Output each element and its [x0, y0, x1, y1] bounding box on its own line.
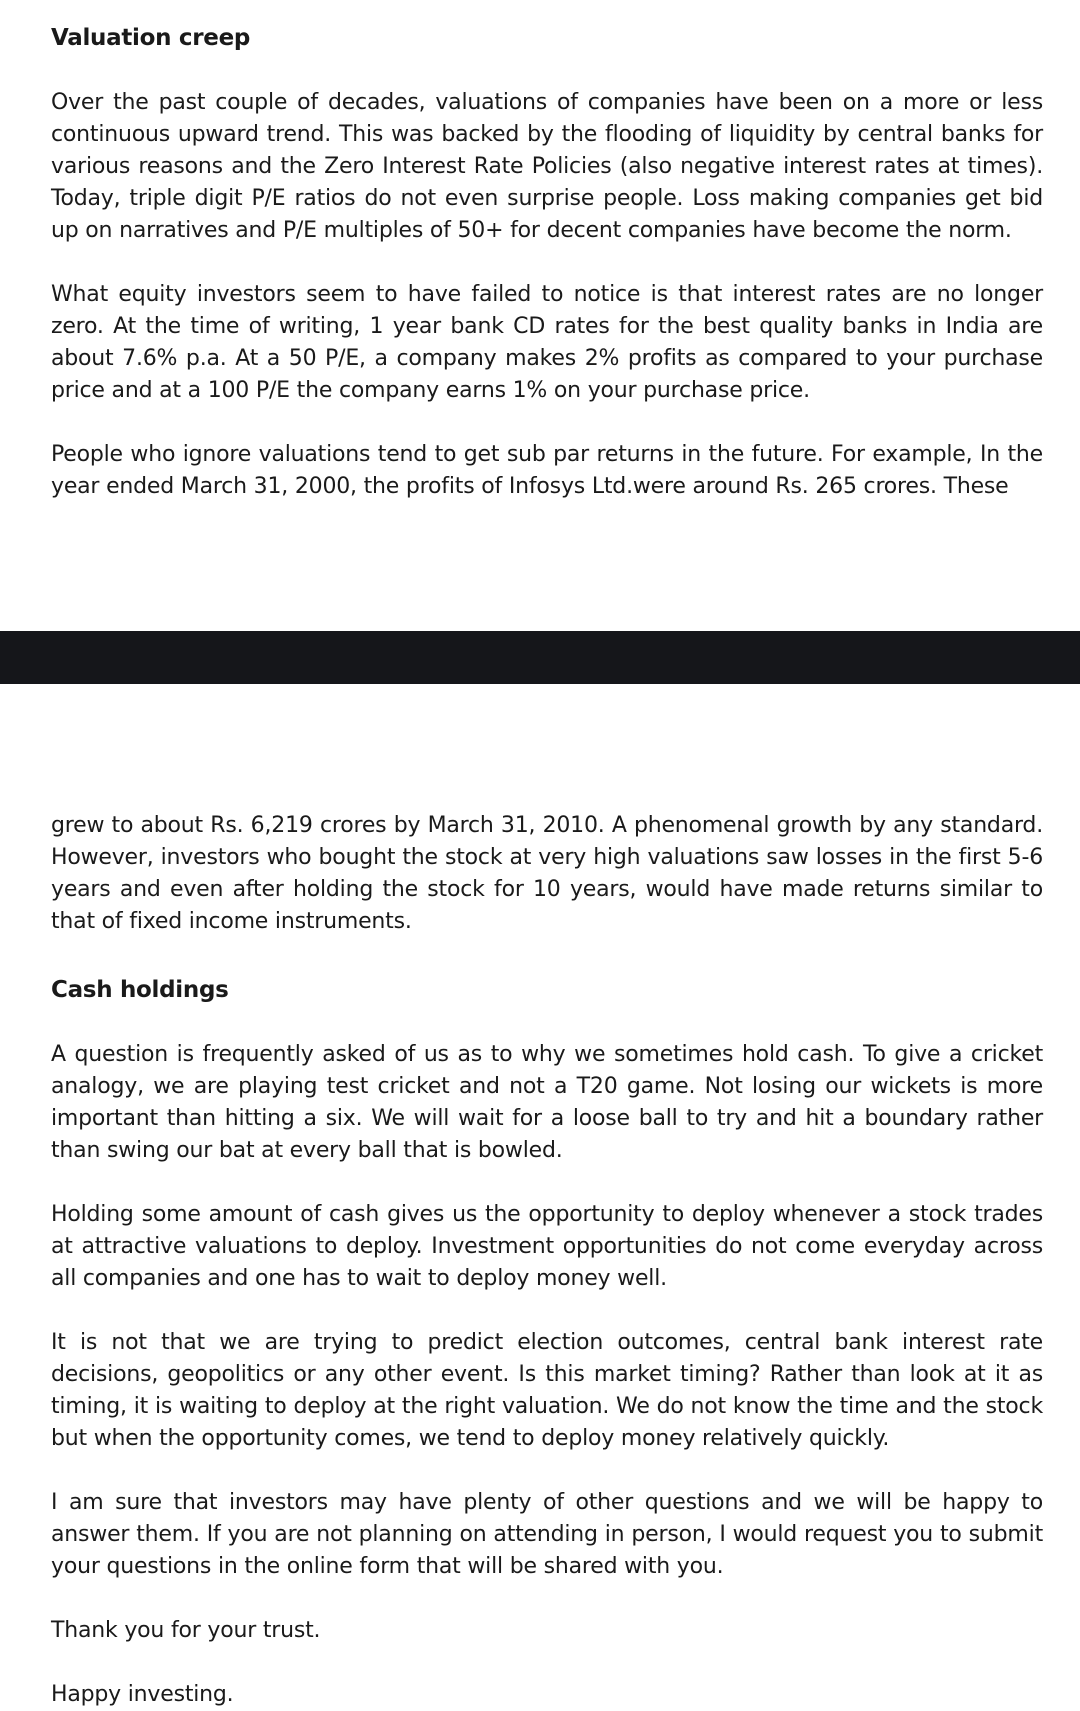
- paragraph: People who ignore valuations tend to get sub par returns in the future. For example, In the year ended March 31, 2000, the profits of Infosys Ltd.were around Rs. 265 crores. These: [51, 442, 1043, 499]
- section-heading-valuation-creep: Valuation creep: [51, 25, 251, 51]
- paragraph: It is not that we are trying to predict election outcomes, central bank interest rate decisions, geopolitics or any other event. Is this market timing? Rather than look at it as timing, it is waiting to deploy at the right valuation. We do not know the time and the stock but when the opportunity comes, we tend to deploy money relatively quickly.: [51, 1330, 1043, 1451]
- page-break-bar: [0, 631, 1080, 684]
- cash-holdings-section: [0, 810, 1080, 1711]
- paragraph-continuation: grew to about Rs. 6,219 crores by March 31, 2010. A phenomenal growth by any standard. However, investors who bought the stock at very high valuations saw losses in the first 5-6 years and even after holding the stock for 10 years, would have made returns similar to that of fixed income instruments.: [51, 813, 1043, 934]
- paragraph: Over the past couple of decades, valuations of companies have been on a more or less continuous upward trend. This was backed by the flooding of liquidity by central banks for various reasons and the Zero Interest Rate Policies (also negative interest rates at times). Today, triple digit P/E ratios do not even surprise people. Loss making companies get bid up on narratives and P/E multiples of 50+ for decent companies have become the norm.: [51, 90, 1043, 243]
- paragraph: I am sure that investors may have plenty of other questions and we will be happy to answer them. If you are not planning on attending in person, I would request you to submit your questions in the online form that will be shared with you.: [51, 1490, 1043, 1579]
- section-heading-cash-holdings: Cash holdings: [51, 977, 229, 1003]
- closing-line: Thank you for your trust.: [51, 1618, 321, 1643]
- paragraph: A question is frequently asked of us as to why we sometimes hold cash. To give a cricket analogy, we are playing test cricket and not a T20 game. Not losing our wickets is more important than hitting a six. We will wait for a loose ball to try and hit a boundary rather than swing our bat at every ball that is bowled.: [51, 1042, 1043, 1163]
- paragraph: Holding some amount of cash gives us the opportunity to deploy whenever a stock trades at attractive valuations to deploy. Investment opportunities do not come everyday across all companies and one has to wait to deploy money well.: [51, 1202, 1043, 1291]
- paragraph: What equity investors seem to have failed to notice is that interest rates are no longer zero. At the time of writing, 1 year bank CD rates for the best quality banks in India are about 7.6% p.a. At a 50 P/E, a company makes 2% profits as compared to your purchase price and at a 100 P/E the company earns 1% on your purchase price.: [51, 282, 1043, 403]
- sign-off-line: Happy investing.: [51, 1682, 234, 1707]
- valuation-creep-section: [0, 18, 1080, 503]
